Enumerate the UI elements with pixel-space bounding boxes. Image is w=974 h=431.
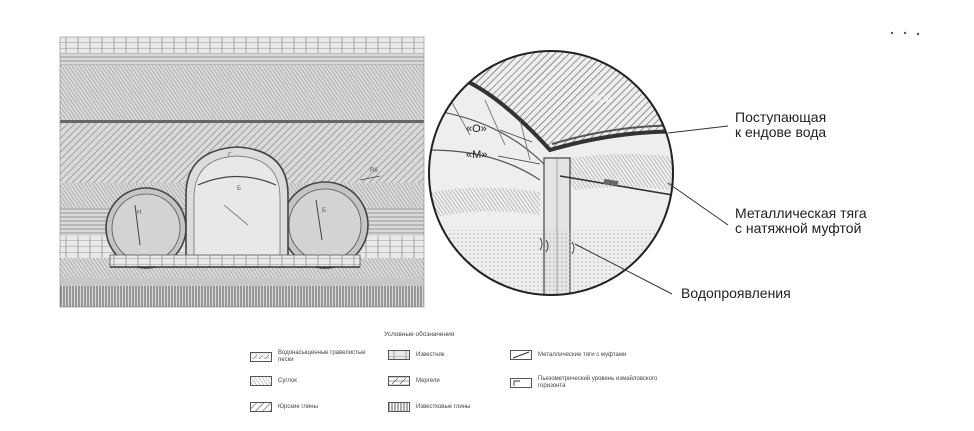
metal-rod-line-1: Металлическая тяга [735,205,867,221]
calcareous-clay-icon [388,402,410,412]
metal-rod-callout [735,206,867,236]
legend-label: Металлические тяги с муфтами [538,351,627,358]
section-label-side: R6 [370,168,378,174]
jurassic-clay-icon [250,402,272,412]
metal-rod-line-2: с натяжной муфтой [735,220,862,236]
legend-item [388,402,506,412]
legend-label: Мергели [416,377,440,384]
sand-icon [250,352,272,362]
water-seepage-callout: Водопроявления [681,285,791,301]
legend-item [250,350,368,364]
limestone-icon [388,350,410,360]
legend-label: Известковые глины [416,403,471,410]
section-label-middle: Б [237,186,241,192]
legend-label: Суглок [278,377,297,384]
rod-icon [510,350,532,360]
column-label: «М» [466,149,488,161]
water-inflow-line-2: к ендове вода [735,124,827,140]
legend-item [250,402,368,412]
water-inflow-callout [735,110,826,140]
detail-view [420,40,700,310]
legend-item [388,350,506,360]
legend-label: Водонасыщенные гравелистые пески [278,350,366,363]
piezometric-icon [510,378,532,388]
loam-icon [250,376,272,386]
legend-label: Известняк [416,351,445,358]
legend-item [510,350,628,360]
legend-item [388,376,506,386]
water-inflow-line-1: Поступающая [735,109,827,125]
legend-label: Пьезометрический уровень измайловского горизонта [538,376,658,389]
legend-title: Условные обозначения [384,331,455,338]
marl-icon [388,376,410,386]
legend-item [510,376,658,390]
clay-label: КСА [593,94,613,105]
arch-label: «О» [466,123,487,135]
legend-label: Юрские глины [278,403,318,410]
section-label-left: Н [137,210,142,216]
section-label-top: Г [228,153,232,159]
legend-item [250,376,368,386]
section-label-right: Б [322,208,326,214]
